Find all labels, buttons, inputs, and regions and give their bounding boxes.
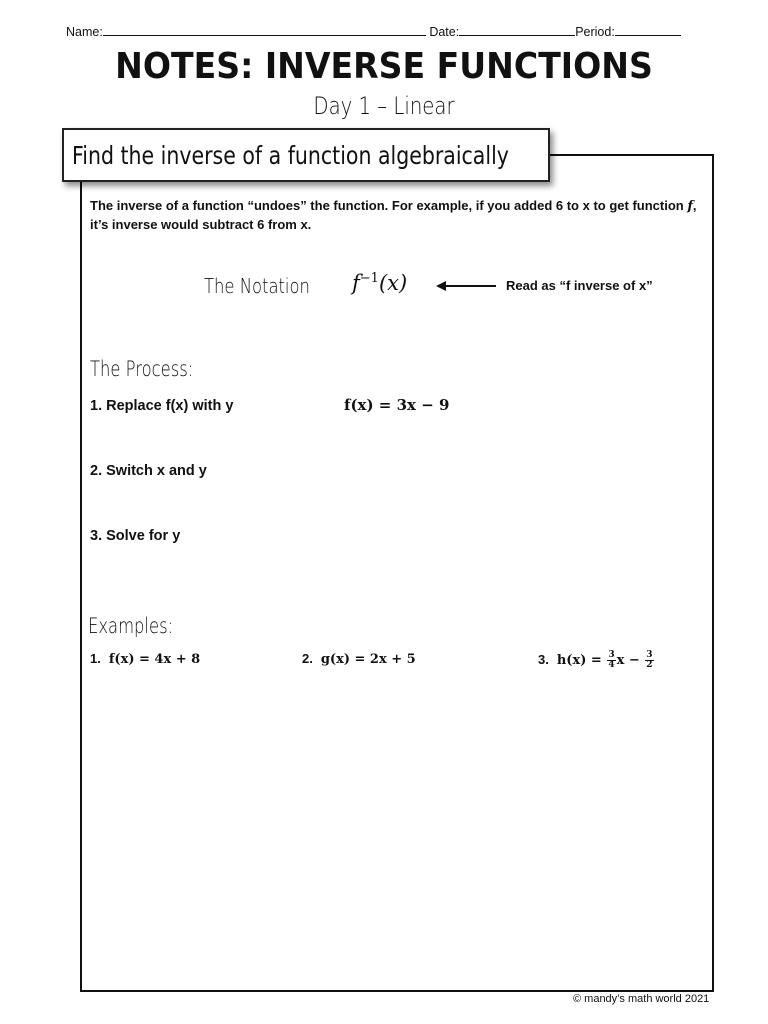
period-blank xyxy=(615,24,681,36)
equation-middle: x − xyxy=(616,653,640,668)
process-heading: The Process: xyxy=(90,357,194,381)
notation-math xyxy=(352,271,407,295)
section-heading: Find the inverse of a function algebraically xyxy=(72,140,509,170)
read-as-note: Read as “f inverse of x” xyxy=(506,278,653,293)
example-2 xyxy=(302,651,416,667)
notation-label: The Notation xyxy=(204,274,310,298)
fraction-denominator: 2 xyxy=(646,660,653,670)
example-equation: g(x) = 2x + 5 xyxy=(320,652,416,667)
notation-exponent: −1 xyxy=(359,271,379,286)
intro-paragraph xyxy=(90,197,702,234)
left-arrow-icon xyxy=(436,279,498,293)
example-1 xyxy=(90,651,200,667)
fraction-denominator: 4 xyxy=(608,660,615,670)
header-fields xyxy=(66,24,681,39)
fraction-numerator: 3 xyxy=(608,650,615,660)
date-label: Date: xyxy=(429,25,460,39)
intro-line2: it’s inverse would subtract 6 from x. xyxy=(90,217,312,232)
example-equation xyxy=(556,650,655,670)
example-number: 1. xyxy=(90,651,101,666)
notation-arg: (x) xyxy=(378,271,408,295)
period-label: Period: xyxy=(575,25,615,39)
copyright: © mandy’s math world 2021 xyxy=(573,993,710,1005)
name-label: Name: xyxy=(66,25,103,39)
fraction xyxy=(607,651,615,670)
example-number: 2. xyxy=(302,651,313,666)
date-blank xyxy=(459,24,575,36)
page-subtitle: Day 1 – Linear xyxy=(313,92,455,120)
process-step-3: 3. Solve for y xyxy=(90,528,181,544)
examples-heading: Examples: xyxy=(88,614,174,638)
process-step-1: 1. Replace f(x) with y xyxy=(90,398,234,414)
fraction xyxy=(645,651,653,670)
fraction-numerator: 3 xyxy=(646,650,653,660)
equation-prefix: h(x) = xyxy=(556,653,602,668)
name-blank xyxy=(103,24,426,36)
process-step-2: 2. Switch x and y xyxy=(90,463,207,479)
example-number: 3. xyxy=(538,652,549,667)
section-banner xyxy=(62,128,550,182)
intro-function-var: f xyxy=(687,199,693,214)
example-3 xyxy=(538,651,655,670)
intro-text: The inverse of a function “undoes” the function. For example, if you added 6 to x to get function xyxy=(90,198,684,213)
example-equation: f(x) = 4x + 8 xyxy=(108,652,201,667)
notation-base: f xyxy=(352,271,360,295)
step1-equation: f(x) = 3x − 9 xyxy=(344,396,450,414)
page-title: NOTES: INVERSE FUNCTIONS xyxy=(115,46,653,87)
intro-tail: , xyxy=(692,198,697,213)
